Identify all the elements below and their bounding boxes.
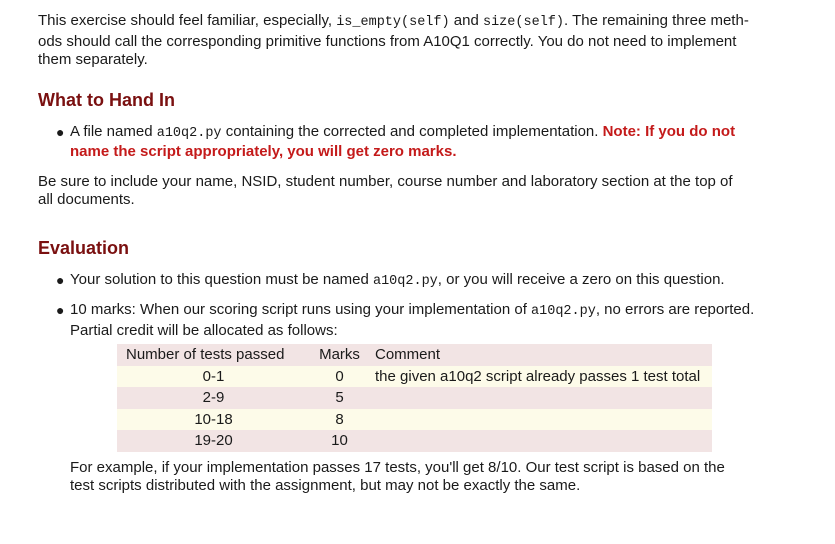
include-info-paragraph	[38, 173, 760, 210]
bullet-icon: ●	[56, 271, 65, 288]
list-item	[38, 123, 760, 162]
code-filename: a10q2.py	[372, 273, 438, 289]
column-header: Comment	[375, 346, 441, 363]
table-cell: 0	[335, 367, 344, 385]
table-cell: 5	[335, 389, 344, 406]
paragraph-text: Be sure to include your name, NSID, student number, course number and laboratory section at the top of	[38, 172, 733, 190]
column-header: Marks	[319, 346, 360, 363]
table-cell	[369, 387, 712, 409]
table-header-row	[117, 344, 712, 366]
list-item	[38, 301, 760, 340]
intro-text: them separately.	[38, 51, 148, 68]
item-text: Your solution to this question must be named	[70, 270, 373, 288]
bullet-icon: ●	[56, 123, 65, 140]
item-text: 10 marks: When our scoring script runs using your implementation of	[70, 301, 532, 318]
evaluation-heading: Evaluation	[38, 237, 130, 258]
table-row	[117, 387, 712, 409]
table-row	[117, 430, 712, 452]
paragraph-text: all documents.	[38, 191, 135, 208]
bullet-icon: ●	[56, 302, 65, 318]
hand-in-heading: What to Hand In	[38, 89, 175, 110]
code-is-empty: is_empty(self)	[336, 15, 450, 30]
table-cell: 8	[335, 410, 344, 428]
intro-text: This exercise should feel familiar, especially,	[38, 12, 337, 29]
code-size: size(self)	[482, 15, 564, 30]
table-row	[117, 409, 712, 431]
table-cell	[369, 430, 712, 452]
table-cell: the given a10q2 script already passes 1 test total	[375, 367, 701, 385]
table-cell	[369, 409, 712, 431]
table-cell: 10-18	[194, 410, 233, 428]
item-text: Partial credit will be allocated as follows:	[70, 321, 338, 339]
warning-note: Note: If you do not	[602, 122, 736, 140]
table-row	[117, 366, 712, 388]
evaluation-list	[38, 271, 760, 341]
example-paragraph	[70, 459, 760, 496]
column-header: Number of tests passed	[126, 346, 285, 363]
intro-text: ods should call the corresponding primitive functions from A10Q1 correctly. You do not need to implement	[38, 32, 737, 50]
marks-table	[117, 344, 712, 452]
table-cell: 10	[331, 432, 348, 449]
paragraph-text: test scripts distributed with the assignment, but may not be exactly the same.	[70, 477, 581, 494]
intro-text: . The remaining three meth-	[564, 12, 749, 29]
table-cell: 2-9	[202, 389, 225, 406]
item-text: A file named	[70, 122, 157, 140]
hand-in-list	[38, 123, 760, 162]
table-cell: 19-20	[194, 432, 233, 449]
item-text: , no errors are reported.	[595, 301, 755, 318]
table-cell: 0-1	[202, 367, 225, 385]
item-text: containing the corrected and completed implementation.	[221, 122, 603, 140]
paragraph-text: For example, if your implementation passes 17 tests, you'll get 8/10. Our test script is based on the	[70, 458, 725, 476]
warning-note: name the script appropriately, you will get zero marks.	[70, 143, 457, 160]
item-text: , or you will receive a zero on this question.	[437, 270, 725, 288]
code-filename: a10q2.py	[156, 125, 222, 141]
list-item	[38, 271, 760, 292]
code-filename: a10q2.py	[531, 304, 596, 319]
intro-text: and	[449, 12, 483, 29]
intro-paragraph	[38, 12, 760, 70]
